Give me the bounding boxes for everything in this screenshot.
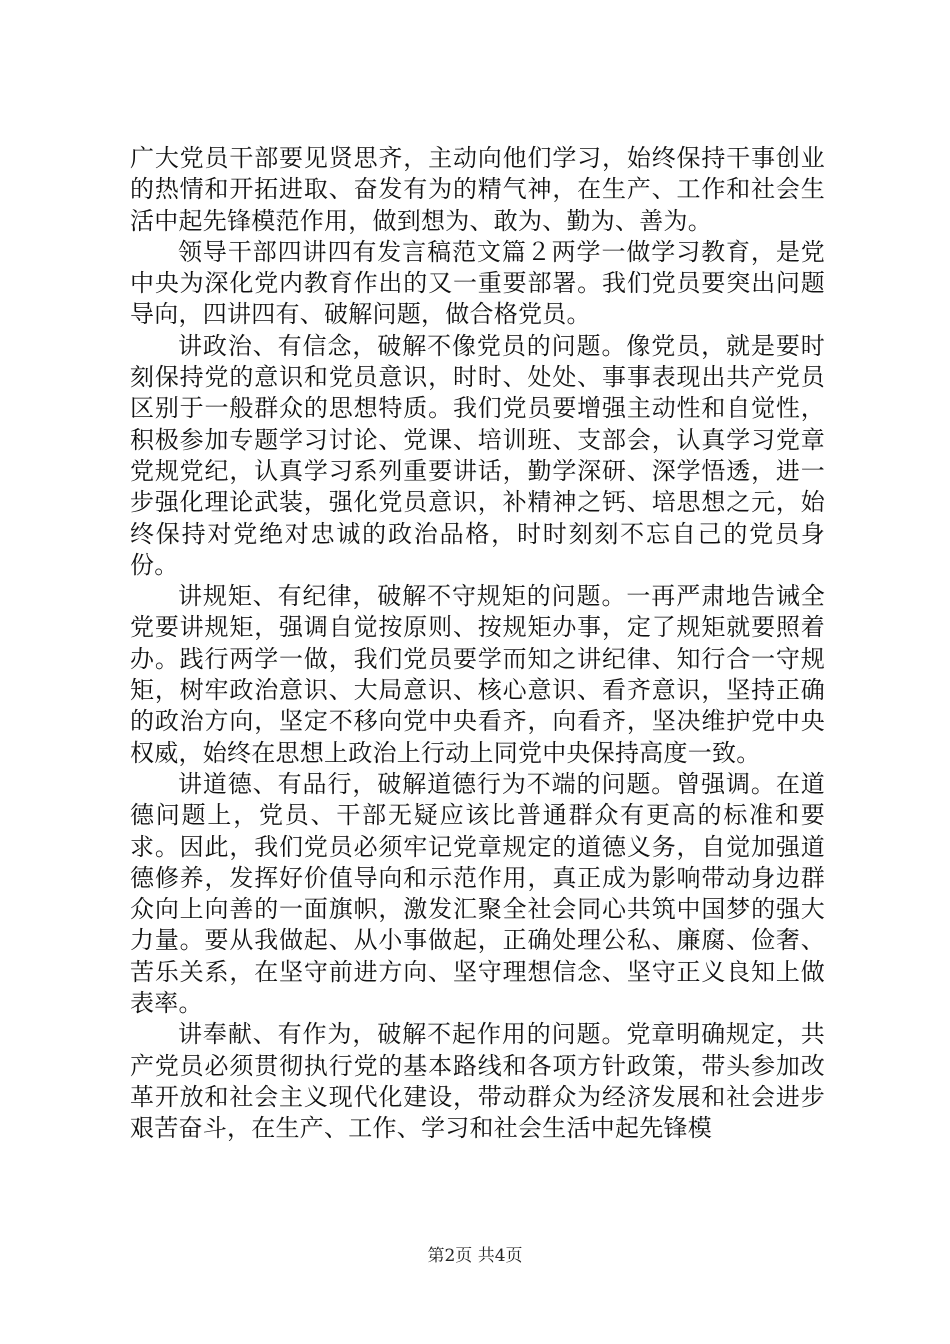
paragraph-rules: 讲规矩、有纪律，破解不守规矩的问题。一再严肃地告诫全党要讲规矩，强调自觉按原则、按规矩办事，定了规矩就要照着办。践行两学一做，我们党员要学而知之讲纪律、知行合一守规矩，树牢政治意识、大局意识、核心意识、看齐意识，坚持正确的政治方向，坚定不移向党中央看齐，向看齐，坚决维护党中央权威，始终在思想上政治上行动上同党中央保持高度一致。 bbox=[130, 582, 825, 767]
document-body bbox=[130, 143, 825, 1145]
paragraph-continuation: 广大党员干部要见贤思齐，主动向他们学习，始终保持干事创业的热情和开拓进取、奋发有为的精气神，在生产、工作和社会生活中起先锋模范作用，做到想为、敢为、勤为、善为。 bbox=[130, 144, 825, 235]
page-number-footer: 第2页 共4页 bbox=[427, 1246, 523, 1266]
paragraph-dedication: 讲奉献、有作为，破解不起作用的问题。党章明确规定，共产党员必须贯彻执行党的基本路线和各项方针政策，带头参加改革开放和社会主义现代化建设，带动群众为经济发展和社会进步艰苦奋斗，在生产、工作、学习和社会生活中起先锋模 bbox=[130, 1020, 825, 1143]
paragraph-morality: 讲道德、有品行，破解道德行为不端的问题。曾强调。在道德问题上，党员、干部无疑应该比普通群众有更高的标准和要求。因此，我们党员必须牢记党章规定的道德义务，自觉加强道德修养，发挥好价值导向和示范作用，真正成为影响带动身边群众向上向善的一面旗帜，激发汇聚全社会同心共筑中国梦的强大力量。要从我做起、从小事做起，正确处理公私、廉腐、俭奢、苦乐关系，在坚守前进方向、坚守理想信念、坚守正义良知上做表率。 bbox=[130, 769, 825, 1018]
paragraph-intro: 领导干部四讲四有发言稿范文篇２两学一做学习教育，是党中央为深化党内教育作出的又一重要部署。我们党员要突出问题导向，四讲四有、破解问题，做合格党员。 bbox=[130, 237, 825, 329]
paragraph-politics: 讲政治、有信念，破解不像党员的问题。像党员，就是要时刻保持党的意识和党员意识，时时、处处、事事表现出共产党员区别于一般群众的思想特质。我们党员要增强主动性和自觉性，积极参加专题学习讨论、党课、培训班、支部会，认真学习党章党规党纪，认真学习系列重要讲话，勤学深研、深学悟透，进一步强化理论武装，强化党员意识，补精神之钙、培思想之元，始终保持对党绝对忠诚的政治品格，时时刻刻不忘自己的党员身份。 bbox=[130, 331, 825, 579]
